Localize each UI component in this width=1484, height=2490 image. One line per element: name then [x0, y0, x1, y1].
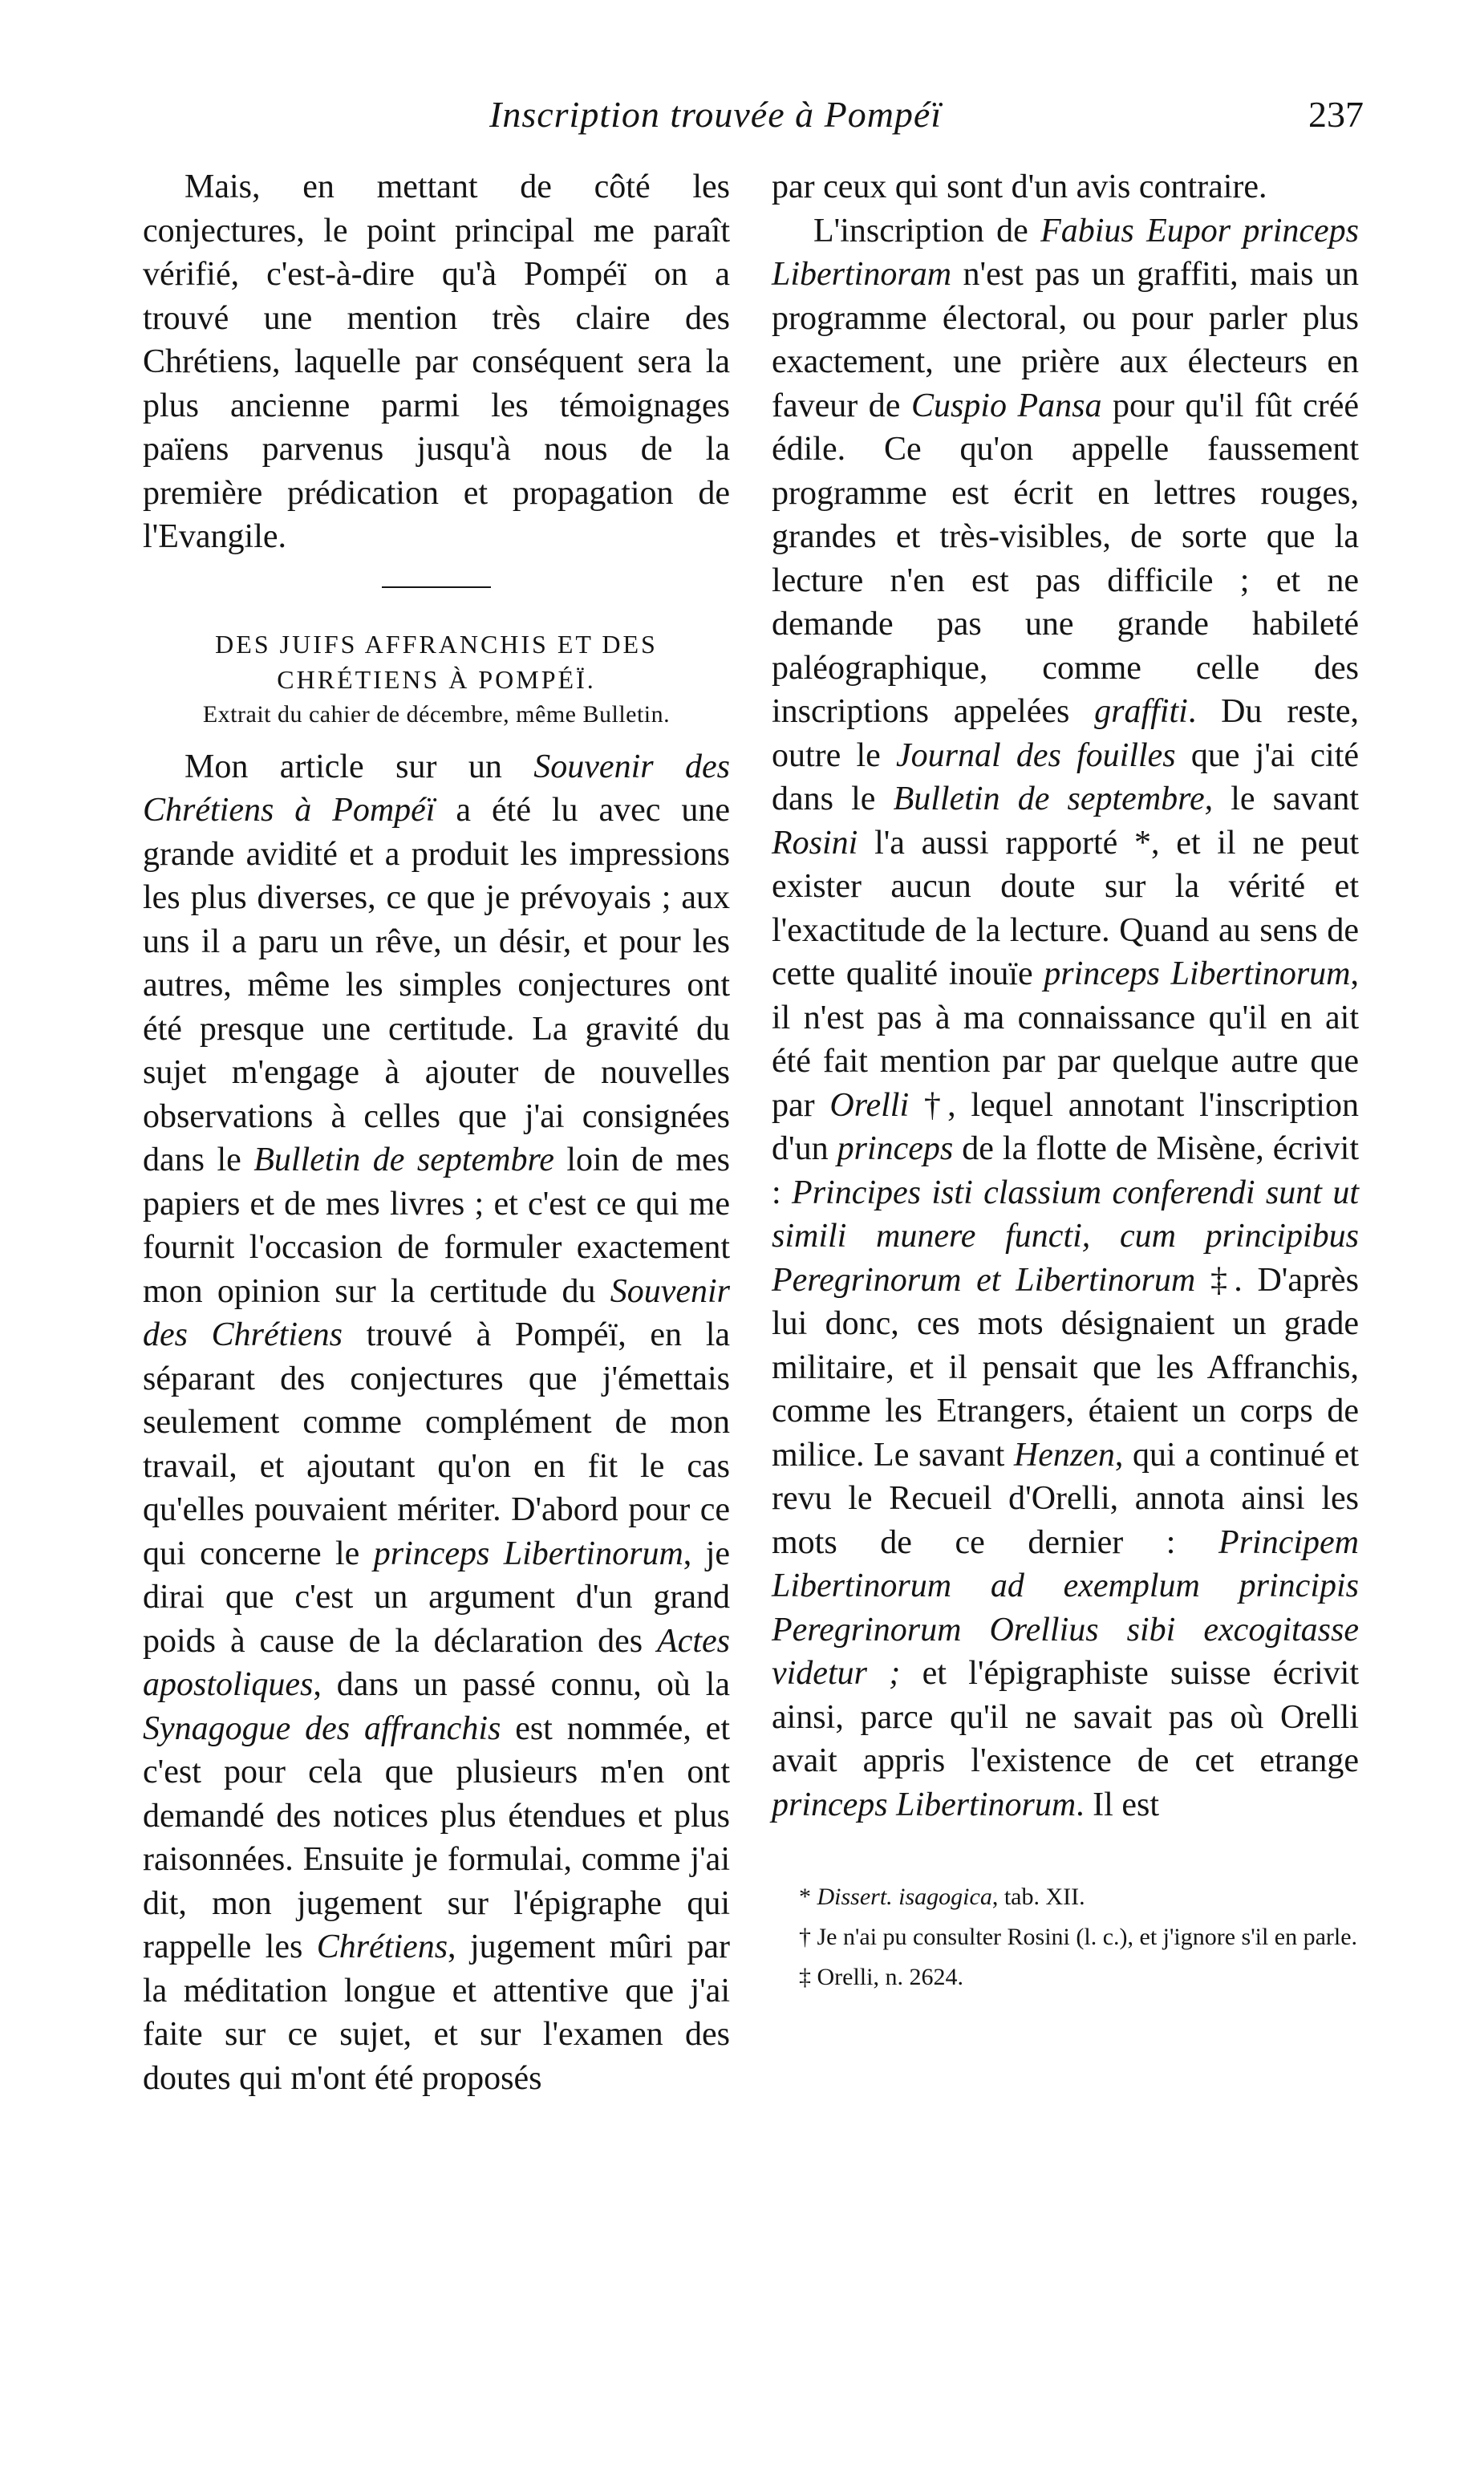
text-run: . Du reste, outre le	[772, 693, 1359, 774]
text-run: , il n'est pas à ma connaissance qu'il en ait été fait mention par par quelque autre que par	[772, 955, 1359, 1124]
running-title: Inscription trouvée à Pompéï	[489, 94, 943, 135]
text-run: , qui a continué et revu le Recueil d'Orelli, annota ainsi les mots de ce dernier :	[772, 1436, 1359, 1561]
italic-run: Bulletin de septembre	[253, 1142, 554, 1178]
running-head	[0, 93, 1484, 141]
text-run: L'inscription de	[813, 212, 1041, 249]
paragraph-conclusion: Mais, en mettant de côté les conjectures, le point principal me paraît vérifié, c'est-à-dire qu'à Pompéï on a trouvé une mention très claire des Chrétiens, laquelle par conséquent sera la plus ancienne parmi les témoignages païens parvenus jusqu'à nous de la première prédication et propagation de l'Evangile.	[143, 168, 730, 555]
text-run: n'est pas un graffiti, mais un programme électoral, ou pour parler plus exactement, une prière aux électeurs en faveur de	[772, 256, 1359, 424]
text-run: l'a aussi rapporté *, et il ne peut exister aucun doute sur la vérité et l'exactitude de la lecture. Quand au sens de cette qualité inouïe	[772, 824, 1359, 992]
text-run: pour qu'il fût créé édile. Ce qu'on appelle faussement programme est écrit en lettres rouges, grandes et très-visibles, de sorte que la lecture n'en est pas difficile ; et ne demande pas une grande habileté paléographique, comme celle des inscriptions appelées	[772, 387, 1359, 730]
text-run: trouvé à Pompéï, en la séparant des conjectures que j'émettais seulement comme complément de mon travail, et ajoutant qu'on en fit le cas qu'elles pouvaient mériter. D'abord pour ce qui concerne le	[143, 1316, 731, 1572]
section-title-line-1: DES JUIFS AFFRANCHIS ET DES	[215, 629, 658, 659]
italic-run: Principes isti classium conferendi sunt ut simili munere functi, cum principibus Peregrinorum et Libertinorum	[772, 1174, 1359, 1299]
text-run: et l'épigraphiste suisse écrivit ainsi, parce qu'il ne savait pas où Orelli avait appris l'existence de cet etrange	[772, 1655, 1359, 1779]
paragraph-continuation: par ceux qui sont d'un avis contraire.	[772, 168, 1267, 205]
text-run: , jugement mûri par la méditation longue et attentive que j'ai faite sur ce sujet, et sur l'examen des doutes qui m'ont été proposés	[143, 1928, 730, 2097]
footnote-2: † Je n'ai pu consulter Rosini (l. c.), et j'ignore s'il en parle.	[799, 1924, 1358, 1950]
italic-run: Actes apostoliques	[143, 1622, 730, 1703]
italic-run: Journal des fouilles	[895, 736, 1176, 774]
text-run: de la flotte de Misène, écrivit :	[772, 1130, 1359, 1211]
italic-run: princeps Libertinorum	[1044, 955, 1351, 992]
italic-run: princeps Libertinorum	[772, 1786, 1077, 1823]
italic-run: princeps	[837, 1130, 954, 1167]
text-run: , dans un passé connu, où la	[313, 1666, 730, 1703]
section-subtitle: Extrait du cahier de décembre, même Bulletin.	[202, 700, 671, 728]
paragraph-inscription	[772, 209, 1359, 1827]
italic-run: Cuspio Pansa	[910, 387, 1102, 424]
text-run: que j'ai cité dans le	[772, 736, 1360, 817]
footnote-3: ‡ Orelli, n. 2624.	[799, 1964, 963, 1990]
text-run: Mon article sur un	[184, 748, 534, 785]
text-run: ‡. D'après lui donc, ces mots désignaient un grade militaire, et il pensait que les Affranchis, comme les Etrangers, étaient un corps de milice. Le savant	[772, 1261, 1359, 1474]
italic-run: Bulletin de septembre,	[893, 781, 1214, 817]
italic-run: Orelli	[829, 1086, 910, 1124]
section-title-line-2: CHRÉTIENS À POMPÉÏ.	[277, 664, 596, 694]
italic-run: Henzen	[1013, 1436, 1115, 1474]
text-run: loin de mes papiers et de mes livres ; et c'est ce qui me fournit l'occasion de formuler exactement mon opinion sur la certitude du	[143, 1142, 730, 1310]
text-run: est nommée, et c'est pour cela que plusieurs m'en ont demandé des notices plus étendues et plus raisonnées. Ensuite je formulai, comme j'ai dit, mon jugement sur l'épigraphe qui rappelle les	[143, 1709, 730, 1965]
footnote-mark: *	[799, 1884, 817, 1910]
italic-run: graffiti	[1094, 693, 1188, 730]
italic-run: Synagogue des affranchis	[143, 1709, 501, 1747]
italic-run: Fabius Eupor princeps Libertinoram	[772, 212, 1360, 293]
text-run: , je dirai que c'est un argument d'un grand poids à cause de la déclaration des	[143, 1535, 731, 1660]
left-column	[143, 165, 730, 2100]
text-run: . Il est	[1076, 1786, 1159, 1823]
italic-run: Souvenir des Chrétiens	[143, 1272, 730, 1353]
page-number: 237	[1308, 94, 1364, 135]
right-column	[772, 165, 1359, 2003]
italic-run: Chrétiens	[316, 1928, 448, 1965]
text-run: †, lequel annotant l'inscription d'un	[772, 1086, 1359, 1167]
paragraph-article	[143, 745, 730, 2101]
text-run: , tab. XII.	[991, 1884, 1085, 1910]
section-divider	[382, 586, 491, 588]
text-run: a été lu avec une grande avidité et a produit les impressions les plus diverses, ce que je prévoyais ; aux uns il a paru un rêve, un désir, et pour les autres, même les simples conjectures ont été presque une certitude. La gravité du sujet m'engage à ajouter de nouvelles observations à celles que j'ai consignées dans le	[143, 792, 730, 1178]
italic-run: Dissert. isagogica	[817, 1884, 992, 1910]
italic-run: Principem Libertinorum ad exemplum principis Peregrinorum Orellius sibi excogitasse videtur ;	[772, 1523, 1359, 1692]
footnotes	[772, 1883, 1359, 1992]
italic-run: princeps Libertinorum	[373, 1535, 683, 1572]
italic-run: Rosini	[772, 824, 858, 862]
text-run: le savant	[1213, 781, 1360, 817]
footnote-1	[772, 1883, 1359, 1912]
italic-run: Souvenir des Chrétiens à Pompéï	[143, 748, 730, 829]
